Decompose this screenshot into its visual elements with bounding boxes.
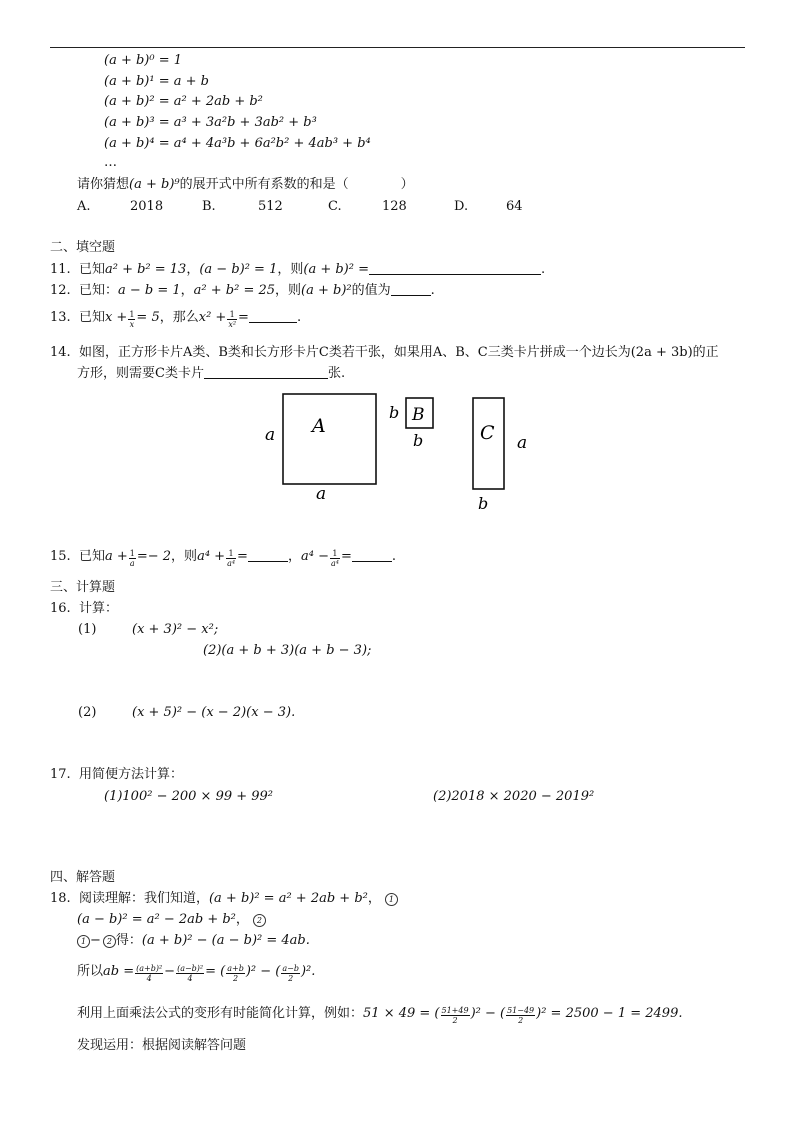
q15-answer-blank-1[interactable] (248, 549, 288, 562)
q18-frac-2 (176, 964, 204, 983)
q12-t1: 已知： (78, 283, 118, 298)
q15-frac-3 (330, 549, 340, 568)
card-a-side-bottom: a (316, 484, 327, 504)
q13-frac-2-num: 1 (227, 310, 237, 320)
q17-header (50, 767, 183, 783)
q15-frac-1-num: 1 (129, 549, 135, 558)
q18-frac-1-num: (a+b)² (136, 964, 163, 973)
card-b-label: B (412, 405, 425, 425)
q11-end: . (540, 262, 546, 277)
section-2-title: 二、填空题 (50, 240, 116, 255)
q15-t1: 已知 (78, 549, 105, 564)
q13-e4: = (238, 310, 249, 325)
q13-e3: x² + (198, 310, 227, 325)
q18-frac-1 (135, 964, 163, 983)
option-d-letter: D. (454, 199, 469, 214)
q18-frac-2-num: (a−b)² (177, 964, 204, 973)
q16-p1-expr: (x + 3)² − x²; (132, 622, 219, 637)
q12-e2: a² + b² = 25 (193, 283, 276, 298)
q15-num: 15. (50, 549, 71, 564)
ellipsis: … (104, 155, 117, 170)
expansion-0: (a + b)⁰ = 1 (104, 53, 183, 68)
q11-e2: (a − b)² = 1 (199, 262, 278, 277)
q18-frac-4-den: 2 (288, 974, 294, 983)
q18-line5: 利用上面乘法公式的变形有时能简化计算，例如：51 × 49 = ( $\frac{51+49}{2}$ )² − ( $\frac{51-49}{2}$ )² = 2500 − 1 = 2499. (77, 1006, 683, 1025)
q18-l3-get: 得： (115, 933, 142, 948)
q14-line2-post: 张. (327, 366, 346, 381)
q13-frac-2-den: x² (228, 320, 237, 329)
q15-e5: a⁴ − (300, 549, 329, 564)
q13-num: 13. (50, 310, 71, 325)
q16-p3-tag: (2) (78, 705, 97, 720)
q16-p3-expr: (x + 5)² − (x − 2)(x − 3). (132, 705, 296, 720)
circled-2-icon: 2 (253, 914, 266, 927)
q12-e1: a − b = 1 (117, 283, 181, 298)
q15-frac-3-num: 1 (330, 549, 340, 559)
option-b-letter: B. (202, 199, 216, 214)
circled-1-icon: 1 (385, 893, 398, 906)
q16-p1-tag: (1) (78, 622, 97, 637)
q15-e6: = (340, 549, 352, 564)
q15-e2: =− 2 (136, 549, 172, 564)
q15-frac-2-den: a⁴ (227, 559, 236, 568)
q11-num: 11. (50, 262, 71, 277)
q18-frac-1-den: 4 (146, 974, 152, 983)
q18-l5-pre: 利用上面乘法公式的变形有时能简化计算，例如： (77, 1006, 364, 1021)
q18-l4-pre: 所以 (77, 964, 104, 979)
q18-num: 18. (50, 891, 71, 906)
q17-num: 17. (50, 767, 71, 782)
q12-num: 12. (50, 283, 71, 298)
q16-num: 16. (50, 601, 71, 616)
q18-frac-6 (506, 1006, 535, 1025)
q15-frac-2-num: 1 (226, 549, 236, 559)
q18-l2-expr: (a − b)² = a² − 2ab + b² (77, 912, 236, 927)
expansion-3: (a + b)³ = a³ + 3a²b + 3ab² + b³ (104, 115, 317, 130)
q15-answer-blank-2[interactable] (352, 549, 392, 562)
q13-frac-1-num: 1 (129, 310, 135, 319)
q18-line6: 发现运用：根据阅读解答问题 (77, 1038, 247, 1053)
q13-e2: = 5 (136, 310, 160, 325)
q18-line4: 所以ab = $\frac{\text{(a+b)²}}{4}$ − $\frac{\text{(a−b)²}}{4}$ = ( $\frac{a+b}{2}$ )² − ( $\frac{a-b}{2}$ )². (77, 964, 316, 983)
section-4-title: 四、解答题 (50, 870, 116, 885)
q12-t2: ， (180, 283, 194, 298)
option-b-value: 512 (258, 199, 283, 214)
q13-e1: x + (104, 310, 128, 325)
q15-frac-3-den: a⁴ (330, 559, 339, 568)
q13-frac-1-den: x (129, 320, 135, 329)
q18-l4-mid: )² − ( (245, 964, 281, 979)
option-a-letter: A. (77, 199, 91, 214)
q18-frac-6-num: 51−49 (507, 1006, 535, 1015)
q12-e3: (a + b)² (301, 283, 352, 298)
q18-frac-2-den: 4 (187, 974, 193, 983)
q18-line3 (77, 933, 310, 949)
card-c-side-right: a (517, 433, 528, 453)
q18-frac-5-num: 51+49 (441, 1006, 469, 1015)
card-a-label: A (312, 415, 326, 437)
q16-p2-expr: (2)(a + b + 3)(a + b − 3); (203, 643, 372, 658)
q15-frac-2 (226, 549, 236, 568)
q15-e3: a⁴ + (197, 549, 226, 564)
q11-t3: ，则 (277, 262, 304, 277)
q17-p2: (2)2018 × 2020 − 2019² (433, 789, 595, 804)
q18-l1-pre: 阅读理解：我们知道， (78, 891, 209, 906)
q18-frac-6-den: 2 (518, 1016, 524, 1025)
q18-line2 (77, 912, 266, 928)
expansion-2: (a + b)² = a² + 2ab + b² (104, 94, 263, 109)
q12-t3: ，则 (275, 283, 302, 298)
q11-e1: a² + b² = 13 (104, 262, 187, 277)
q18-frac-3-num: a+b (227, 964, 244, 973)
card-b-side-left: b (389, 403, 400, 422)
q17-label: 用简便方法计算： (78, 767, 183, 782)
option-d-value: 64 (506, 199, 523, 214)
q13-end: . (296, 310, 302, 325)
card-b-side-bottom: b (413, 431, 424, 450)
q18-l1-expr: (a + b)² = a² + 2ab + b² (208, 891, 368, 906)
q14-num: 14. (50, 345, 71, 360)
section-3-title: 三、计算题 (50, 580, 116, 595)
q11-t2: ， (186, 262, 200, 277)
q18-l4-eq: = ( (205, 964, 226, 979)
option-a-value: 2018 (130, 199, 164, 214)
q18-l3-minus: − (90, 933, 101, 948)
q18-l5-end: )² = 2500 − 1 = 2499. (536, 1006, 683, 1021)
q15 (50, 549, 396, 568)
q10-suffix: 的展开式中所有系数的和是（ ） (179, 177, 414, 192)
expansion-1: (a + b)¹ = a + b (104, 74, 209, 89)
q17-p1: (1)100² − 200 × 99 + 99² (104, 789, 274, 804)
q11-e3: (a + b)² = (303, 262, 369, 277)
q15-sep: ， (287, 549, 301, 564)
card-c-label: C (480, 422, 495, 444)
q16-header (50, 601, 118, 617)
q18-l3-expr: (a + b)² − (a − b)² = 4ab. (141, 933, 310, 948)
circled-2-icon: 2 (103, 935, 116, 948)
q15-end: . (391, 549, 396, 564)
q12-t4: 的值为 (351, 283, 391, 298)
option-c-letter: C. (328, 199, 342, 214)
q18-frac-4-num: a−b (282, 964, 299, 973)
q12-end: . (430, 283, 435, 298)
q18-l1-sep: ， (367, 891, 381, 906)
q10-expr: (a + b)⁹ (129, 177, 180, 192)
q18-l2-sep: ， (235, 912, 249, 927)
q15-frac-1-den: a (129, 559, 135, 568)
q18-frac-3 (226, 964, 245, 983)
q15-e4: = (237, 549, 248, 564)
card-a-side-left: a (265, 425, 276, 445)
q18-l4-end: )². (300, 964, 316, 979)
q16-label: 计算： (78, 601, 118, 616)
expansion-4: (a + b)⁴ = a⁴ + 4a³b + 6a²b² + 4ab³ + b⁴ (104, 136, 371, 151)
q14-line1-text: 如图，正方形卡片A类、B类和长方形卡片C类若干张，如果用A、B、C三类卡片拼成一个边长为(2a + 3b)的正 (78, 345, 719, 360)
q15-t2: ，则 (171, 549, 198, 564)
q10-prefix: 请你猜想 (77, 177, 130, 192)
q18-l5-a: 51 × 49 = ( (363, 1006, 440, 1021)
q14-line2-pre: 方形，则需要C类卡片 (77, 366, 204, 381)
option-c-value: 128 (382, 199, 407, 214)
card-c-side-bottom: b (478, 494, 489, 513)
q18-l4-ab: ab = (103, 964, 135, 979)
q15-frac-1 (129, 549, 136, 568)
q18-frac-5-den: 2 (452, 1016, 458, 1025)
q18-frac-5 (441, 1006, 470, 1025)
q13-t2: ，那么 (159, 310, 199, 325)
q13-t1: 已知 (78, 310, 105, 325)
q18-line1 (50, 891, 398, 907)
q15-e1: a + (104, 549, 128, 564)
card-a (283, 394, 376, 484)
q11-t1: 已知 (78, 262, 105, 277)
circled-1-icon: 1 (77, 935, 90, 948)
q18-frac-4 (281, 964, 300, 983)
q18-frac-3-den: 2 (232, 974, 239, 983)
